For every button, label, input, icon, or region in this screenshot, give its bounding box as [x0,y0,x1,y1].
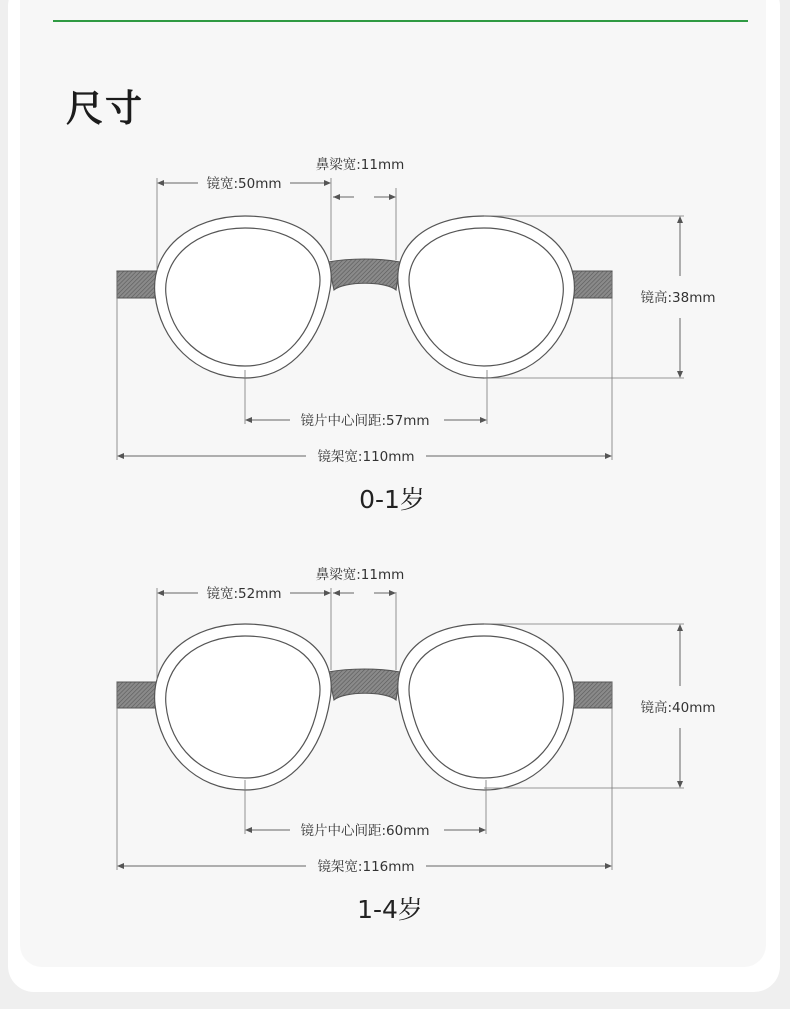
center-distance-label: 镜片中心间距:57mm [300,413,430,429]
lens-width-label: 镜宽:50mm [206,176,282,192]
lens-height-label: 镜高:40mm [640,700,716,716]
bridge-width-label: 鼻梁宽:11mm [315,157,405,173]
center-distance-dimension [245,370,487,429]
age-label: 1-4岁 [357,895,423,924]
glasses-diagram-0-1 [0,140,790,520]
section-title: 尺寸 [66,87,144,130]
frame-width-label: 镜架宽:116mm [317,859,415,875]
glasses-diagram-1-4 [0,550,790,930]
bridge-width-dimension [316,156,405,260]
lens-height-label: 镜高:38mm [640,290,716,306]
bridge-width-dimension [316,566,405,670]
center-distance-dimension [245,780,486,839]
center-distance-label: 镜片中心间距:60mm [300,823,430,839]
glasses-frame [117,624,612,790]
bridge-width-label: 鼻梁宽:11mm [315,567,405,583]
accent-divider [53,20,748,22]
age-label: 0-1岁 [359,485,425,514]
frame-width-label: 镜架宽:110mm [317,449,415,465]
lens-width-label: 镜宽:52mm [206,586,282,602]
glasses-frame [117,216,612,378]
